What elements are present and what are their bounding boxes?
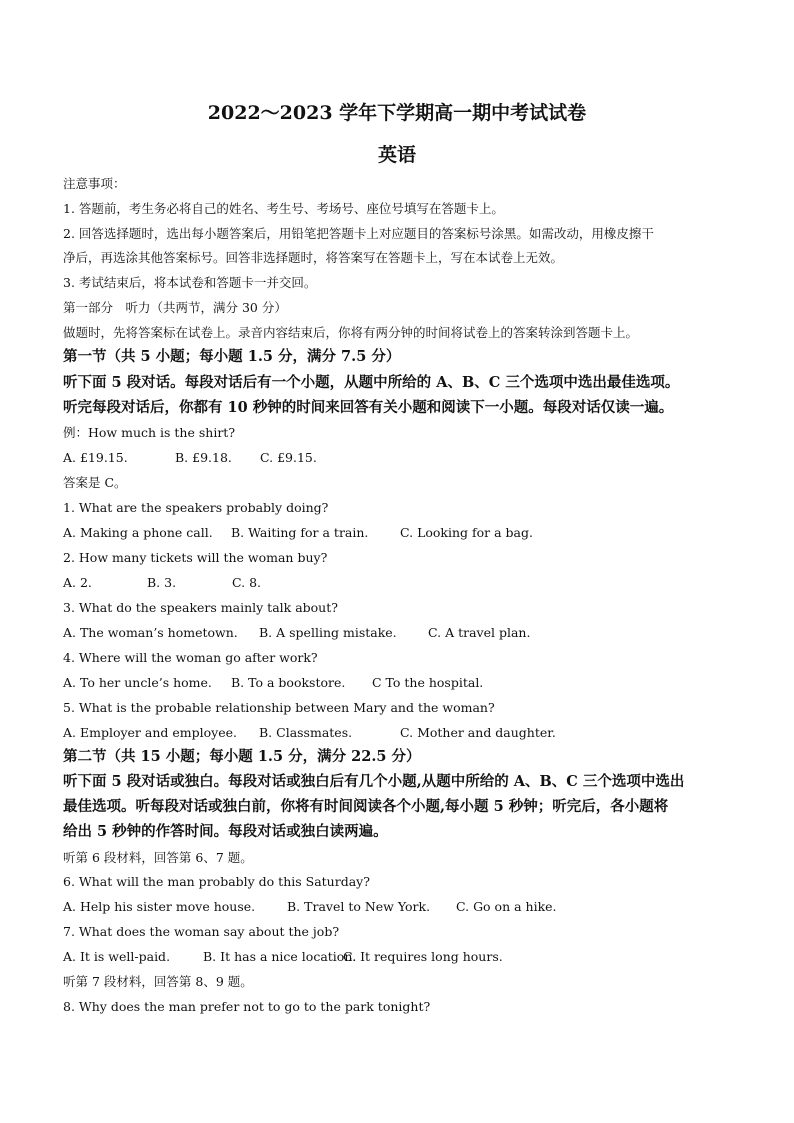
example-question: 例：How much is the shirt? xyxy=(63,425,236,440)
option-c: C. Mother and daughter. xyxy=(400,725,556,740)
option-c: C. Looking for a bag. xyxy=(400,525,533,540)
question-7: 7. What does the woman say about the job? xyxy=(63,924,340,939)
question-6: 6. What will the man probably do this Saturday? xyxy=(63,874,370,889)
option-b: B. Waiting for a train. xyxy=(231,525,369,540)
option-b: B. £9.18. xyxy=(175,450,232,465)
section2-instruction-a: 听下面 5 段对话或独白。每段对话或独白后有几个小题,从题中所给的 A、B、C 三个选项中选出 xyxy=(63,773,685,790)
section1-instruction-b: 听完每段对话后，你都有 10 秒钟的时间来回答有关小题和阅读下一小题。每段对话仅读一遍。 xyxy=(63,399,674,416)
notice-item-2a: 2. 回答选择题时，选出每小题答案后，用铅笔把答题卡上对应题目的答案标号涂黑。如需改动，用橡皮擦干 xyxy=(63,226,654,241)
example-answer: 答案是 C。 xyxy=(63,475,127,490)
exam-title: 2022〜2023 学年下学期高一期中考试试卷 xyxy=(207,102,587,124)
option-b: B. Travel to New York. xyxy=(287,899,431,914)
option-c: C. Go on a hike. xyxy=(456,899,557,914)
option-c: C. A travel plan. xyxy=(428,625,531,640)
part1-instruction: 做题时，先将答案标在试卷上。录音内容结束后，你将有两分钟的时间将试卷上的答案转涂到答题卡上。 xyxy=(63,325,639,340)
option-b: B. To a bookstore. xyxy=(231,675,346,690)
option-a: A. Making a phone call. xyxy=(63,525,213,540)
question-2: 2. How many tickets will the woman buy? xyxy=(63,550,328,565)
option-a: A. To her uncle’s home. xyxy=(63,675,212,690)
notice-item-3: 3. 考试结束后，将本试卷和答题卡一并交回。 xyxy=(63,275,317,290)
option-b: B. Classmates. xyxy=(259,725,353,740)
question-1: 1. What are the speakers probably doing? xyxy=(63,500,329,515)
question-4: 4. Where will the woman go after work? xyxy=(63,650,318,665)
option-a: A. £19.15. xyxy=(63,450,128,465)
option-c: C. 8. xyxy=(232,575,261,590)
subject-title: 英语 xyxy=(377,144,416,166)
section1-heading: 第一节（共 5 小题；每小题 1.5 分，满分 7.5 分） xyxy=(63,348,401,365)
section2-instruction-c: 给出 5 秒钟的作答时间。每段对话或独白读两遍。 xyxy=(63,823,388,840)
notice-item-2b: 净后，再选涂其他答案标号。回答非选择题时，将答案写在答题卡上，写在本试卷上无效。 xyxy=(63,250,564,265)
option-a: A. It is well-paid. xyxy=(63,949,171,964)
option-c: C. £9.15. xyxy=(260,450,317,465)
option-a: A. Help his sister move house. xyxy=(63,899,256,914)
section1-instruction-a: 听下面 5 段对话。每段对话后有一个小题，从题中所给的 A、B、C 三个选项中选出最佳选项。 xyxy=(63,374,680,391)
material-6-heading: 听第 6 段材料，回答第 6、7 题。 xyxy=(63,850,253,865)
option-c: C To the hospital. xyxy=(372,675,484,690)
section2-heading: 第二节（共 15 小题；每小题 1.5 分，满分 22.5 分） xyxy=(63,748,421,765)
option-a: A. The woman’s hometown. xyxy=(63,625,238,640)
question-8: 8. Why does the man prefer not to go to the park tonight? xyxy=(63,999,431,1014)
option-b: B. A spelling mistake. xyxy=(259,625,397,640)
option-a: A. Employer and employee. xyxy=(63,725,237,740)
option-b: B. 3. xyxy=(147,575,177,590)
part1-heading: 第一部分 听力（共两节，满分 30 分） xyxy=(63,300,287,315)
section2-instruction-b: 最佳选项。听每段对话或独白前，你将有时间阅读各个小题,每小题 5 秒钟；听完后，各小题将 xyxy=(63,798,669,815)
question-5: 5. What is the probable relationship between Mary and the woman? xyxy=(63,700,495,715)
option-b: B. It has a nice location. xyxy=(203,949,357,964)
material-7-heading: 听第 7 段材料，回答第 8、9 题。 xyxy=(63,974,253,989)
question-3: 3. What do the speakers mainly talk about? xyxy=(63,600,338,615)
notice-item-1: 1. 答题前，考生务必将自己的姓名、考生号、考场号、座位号填写在答题卡上。 xyxy=(63,201,504,216)
option-c: C. It requires long hours. xyxy=(343,949,503,964)
notice-heading: 注意事项： xyxy=(63,176,126,191)
option-a: A. 2. xyxy=(63,575,92,590)
